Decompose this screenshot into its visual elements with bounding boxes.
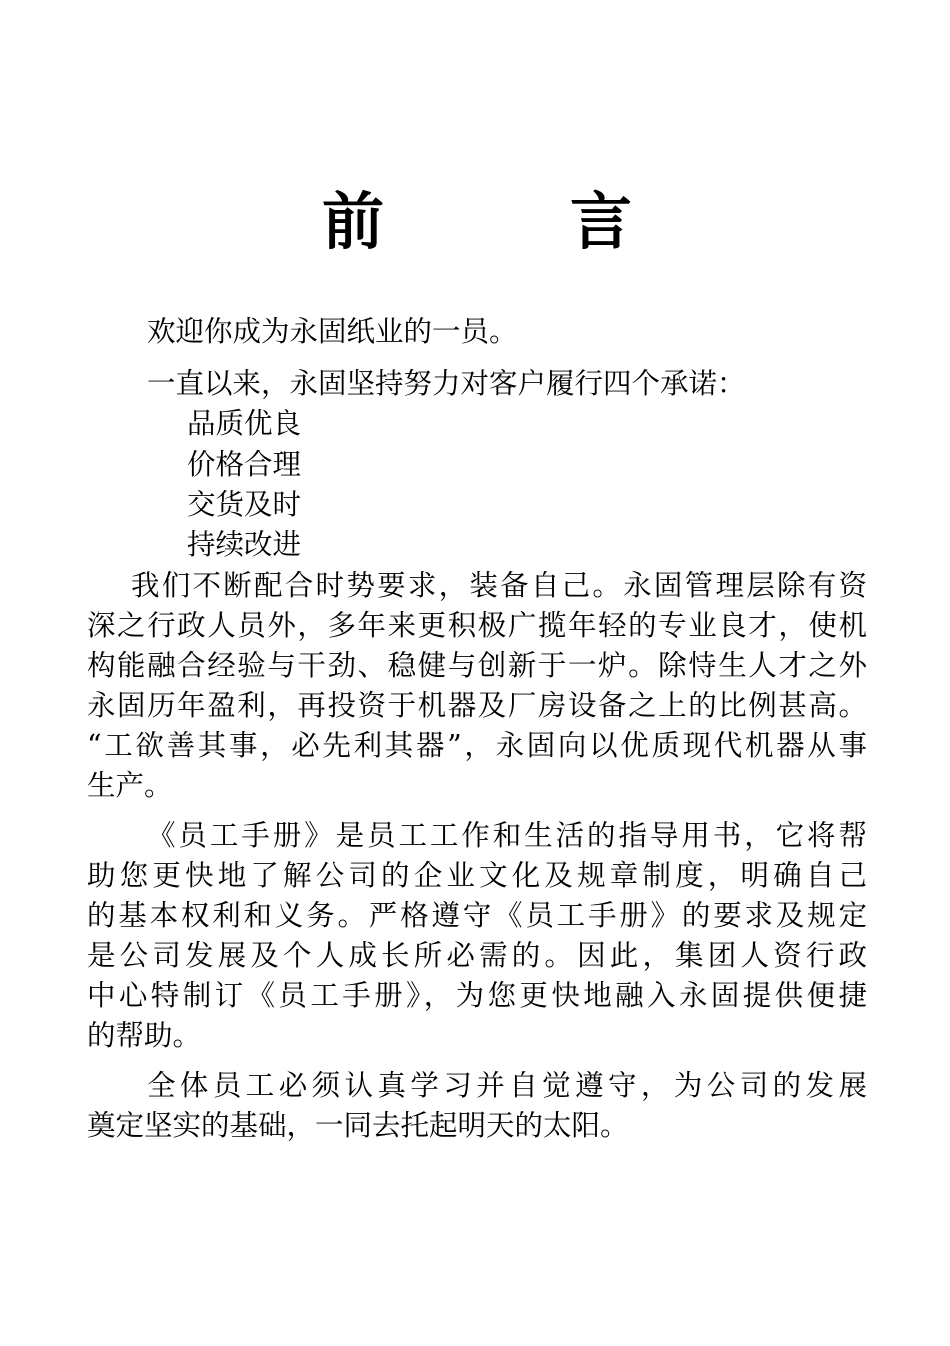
title-char-2: 言 xyxy=(570,185,633,258)
paragraph-line: 深之行政人员外，多年来更积极广揽年轻的专业良才，使机 xyxy=(87,609,867,642)
commitment-item: 品质优良 xyxy=(187,407,302,440)
paragraph-line: 奠定坚实的基础，一同去托起明天的太阳。 xyxy=(87,1109,629,1142)
page-title xyxy=(0,182,950,262)
paragraph-line: 全体员工必须认真学习并自觉遵守，为公司的发展 xyxy=(147,1069,867,1102)
paragraph-line: “工欲善其事，必先利其器”，永固向以优质现代机器从事 xyxy=(87,729,867,762)
welcome-line: 欢迎你成为永固纸业的一员。 xyxy=(147,315,518,348)
paragraph-line: 的帮助。 xyxy=(87,1019,202,1052)
commitment-item: 交货及时 xyxy=(187,488,302,521)
commitment-lead-line: 一直以来，永固坚持努力对客户履行四个承诺： xyxy=(147,367,746,400)
paragraph-line: 中心特制订《员工手册》，为您更快地融入永固提供便捷 xyxy=(87,979,867,1012)
paragraph-line: 是公司发展及个人成长所必需的。因此，集团人资行政 xyxy=(87,939,867,972)
paragraph-line: 生产。 xyxy=(87,769,173,802)
title-char-1: 前 xyxy=(322,185,385,258)
paragraph-line: 构能融合经验与干劲、稳健与创新于一炉。除恃生人才之外 xyxy=(87,649,867,682)
commitment-item: 持续改进 xyxy=(187,528,302,561)
paragraph-line: 的基本权利和义务。严格遵守《员工手册》的要求及规定 xyxy=(87,899,867,932)
paragraph-line: 我们不断配合时势要求，装备自己。永固管理层除有资 xyxy=(131,569,867,602)
paragraph-line: 助您更快地了解公司的企业文化及规章制度，明确自己 xyxy=(87,859,867,892)
paragraph-line: 《员工手册》是员工工作和生活的指导用书，它将帮 xyxy=(147,819,867,852)
paragraph-line: 永固历年盈利，再投资于机器及厂房设备之上的比例甚高。 xyxy=(87,689,867,722)
commitment-item: 价格合理 xyxy=(187,448,302,481)
